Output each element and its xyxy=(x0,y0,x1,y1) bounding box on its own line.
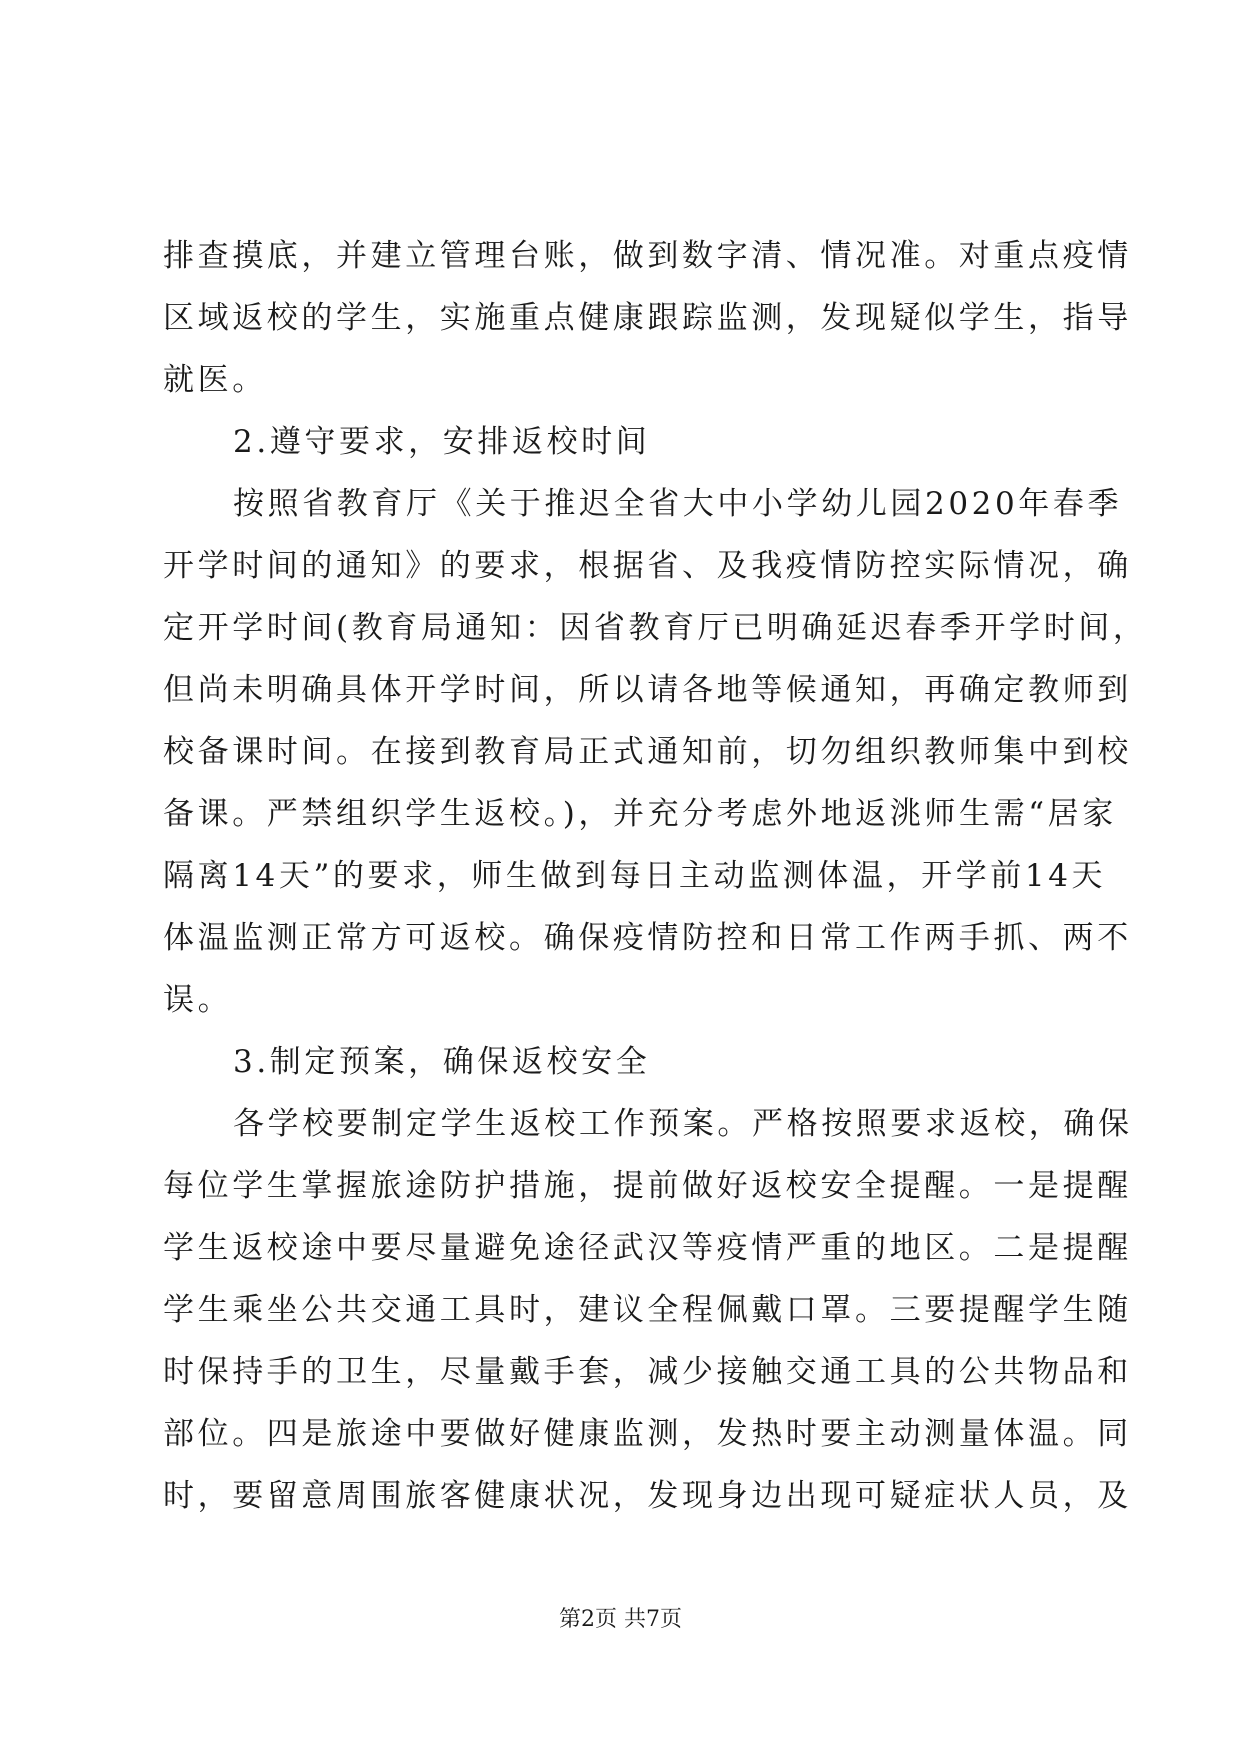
body-line: 各学校要制定学生返校工作预案。严格按照要求返校，确保 xyxy=(233,1106,1133,1142)
document-body xyxy=(163,225,1148,1527)
body-line: 备课。严禁组织学生返校。)，并充分考虑外地返洮师生需“居家 xyxy=(163,796,1117,832)
body-line: 部位。四是旅途中要做好健康监测，发热时要主动测量体温。同 xyxy=(163,1416,1132,1452)
body-line: 开学时间的通知》的要求，根据省、及我疫情防控实际情况，确 xyxy=(163,548,1132,584)
body-line: 时，要留意周围旅客健康状况，发现身边出现可疑症状人员，及 xyxy=(163,1478,1132,1514)
body-line: 每位学生掌握旅途防护措施，提前做好返校安全提醒。一是提醒 xyxy=(163,1168,1132,1204)
body-line: 体温监测正常方可返校。确保疫情防控和日常工作两手抓、两不 xyxy=(163,920,1132,956)
body-line: 校备课时间。在接到教育局正式通知前，切勿组织教师集中到校 xyxy=(163,734,1132,770)
body-line: 就医。 xyxy=(163,362,267,398)
body-line: 但尚未明确具体开学时间，所以请各地等候通知，再确定教师到 xyxy=(163,672,1132,708)
section-heading: 3.制定预案，确保返校安全 xyxy=(233,1044,651,1080)
body-line: 时保持手的卫生，尽量戴手套，减少接触交通工具的公共物品和 xyxy=(163,1354,1132,1390)
body-line: 定开学时间(教育局通知：因省教育厅已明确延迟春季开学时间， xyxy=(163,610,1148,646)
body-line: 学生返校途中要尽量避免途径武汉等疫情严重的地区。二是提醒 xyxy=(163,1230,1132,1266)
body-line: 按照省教育厅《关于推迟全省大中小学幼儿园2020年春季 xyxy=(233,486,1123,522)
section-heading: 2.遵守要求，安排返校时间 xyxy=(233,424,651,460)
body-line: 排查摸底，并建立管理台账，做到数字清、情况准。对重点疫情 xyxy=(163,238,1132,274)
body-line: 隔离14天”的要求，师生做到每日主动监测体温，开学前14天 xyxy=(163,858,1107,894)
body-line: 误。 xyxy=(163,982,233,1018)
body-line: 学生乘坐公共交通工具时，建议全程佩戴口罩。三要提醒学生随 xyxy=(163,1292,1132,1328)
body-line: 区域返校的学生，实施重点健康跟踪监测，发现疑似学生，指导 xyxy=(163,300,1132,336)
page-number-footer: 第2页 共7页 xyxy=(559,1607,682,1632)
